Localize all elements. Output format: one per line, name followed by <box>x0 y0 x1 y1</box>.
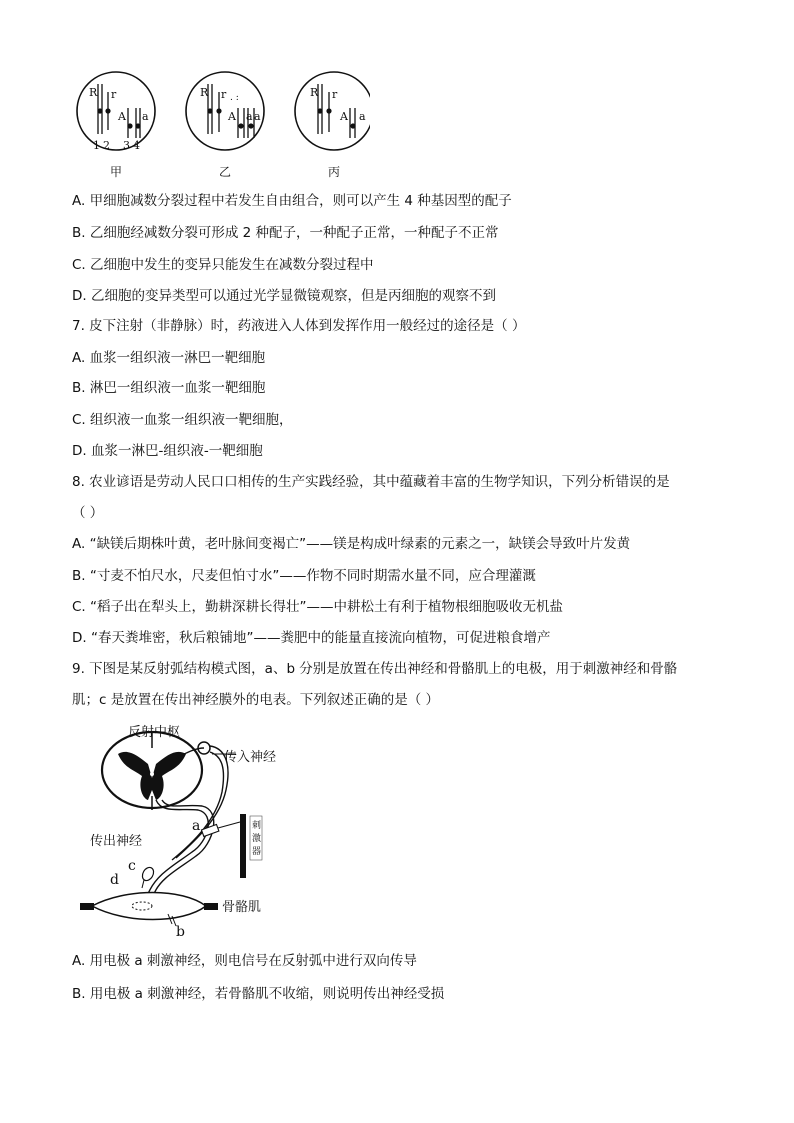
q6-option-a: A. 甲细胞减数分裂过程中若发生自由组合，则可以产生 4 种基因型的配子 <box>72 193 512 209</box>
label-efferent-nerve: 传出神经 <box>90 834 143 849</box>
cell-name-yi: 乙 <box>219 165 232 179</box>
cell-bing <box>295 72 370 179</box>
gene-label-A: A <box>118 110 126 123</box>
label-c: c <box>128 858 136 874</box>
q9-option-a: A. 用电极 a 刺激神经，则电信号在反射弧中进行双向传导 <box>72 953 417 969</box>
cell-yi <box>186 72 264 179</box>
label-stimulator-3: 器 <box>252 847 262 857</box>
spinal-cord <box>102 732 202 810</box>
chromosome-number-3: 3 <box>123 139 130 152</box>
q7-stem: 7. 皮下注射（非静脉）时，药液进入人体到发挥作用一般经过的途径是（ ） <box>72 318 526 334</box>
label-stimulator-1: 刺 <box>252 821 262 831</box>
gene-label-a: a <box>246 110 253 123</box>
skeletal-muscle <box>80 893 218 927</box>
q7-option-b: B. 淋巴一组织液一血浆一靶细胞 <box>72 380 266 396</box>
q7-option-a: A. 血浆一组织液一淋巴一靶细胞 <box>72 350 266 366</box>
q9-option-b: B. 用电极 a 刺激神经，若骨骼肌不收缩，则说明传出神经受损 <box>72 986 445 1002</box>
q6-option-d: D. 乙细胞的变异类型可以通过光学显微镜观察，但是丙细胞的观察不到 <box>72 288 496 304</box>
q6-option-c: C. 乙细胞中发生的变异只能发生在减数分裂过程中 <box>72 257 374 273</box>
cell-name-bing: 丙 <box>328 165 341 179</box>
q8-stem-line1: 8. 农业谚语是劳动人民口口相传的生产实践经验，其中蕴藏着丰富的生物学知识，下列分析错误的是 <box>72 474 670 490</box>
q8-option-b: B. “寸麦不怕尺水，尺麦但怕寸水”——作物不同时期需水量不同，应合理灌溉 <box>72 568 536 584</box>
cell-name-jia: 甲 <box>110 165 123 179</box>
gene-label-a: a <box>359 110 366 123</box>
q8-option-a: A. “缺镁后期株叶黄，老叶脉间变褐亡”——镁是构成叶绿素的元素之一，缺镁会导致叶片发黄 <box>72 536 631 552</box>
label-d: d <box>110 872 119 888</box>
q9-stem-line2: 肌；c 是放置在传出神经膜外的电表。下列叙述正确的是（ ） <box>72 692 440 708</box>
chromosome-number-2: 2 <box>103 139 110 152</box>
q8-option-c: C. “稻子出在犁头上，勤耕深耕长得壮”——中耕松土有利于植物根细胞吸收无机盐 <box>72 599 563 615</box>
reflex-arc-figure <box>76 718 316 940</box>
label-stimulator-2: 激 <box>252 834 262 844</box>
gene-label-r: r <box>221 88 227 101</box>
svg-text:. :: . : <box>230 93 239 103</box>
label-afferent-nerve: 传入神经 <box>224 750 277 765</box>
label-skeletal-muscle: 骨骼肌 <box>222 900 262 915</box>
gene-label-a: a <box>142 110 149 123</box>
label-reflex-center: 反射中枢 <box>128 725 181 740</box>
gene-label-A: A <box>228 110 236 123</box>
chromosome-number-1: 1 <box>93 139 100 152</box>
q8-stem-line2: （ ） <box>72 505 104 521</box>
cells-figure <box>70 70 370 182</box>
label-a: a <box>192 818 201 834</box>
cell-jia <box>77 72 155 179</box>
q6-option-b: B. 乙细胞经减数分裂可形成 2 种配子，一种配子正常，一种配子不正常 <box>72 225 499 241</box>
gene-label-R: R <box>89 86 98 99</box>
efferent-nerve <box>148 800 214 894</box>
q7-option-c: C. 组织液一血浆一组织液一靶细胞， <box>72 412 293 428</box>
gene-label-r: r <box>111 88 117 101</box>
q8-option-d: D. “春天粪堆密，秋后粮铺地”——粪肥中的能量直接流向植物，可促进粮食增产 <box>72 630 551 646</box>
q9-stem-line1: 9. 下图是某反射弧结构模式图，a、b 分别是放置在传出神经和骨骼肌上的电极，用于刺激神经和骨骼 <box>72 661 678 677</box>
gene-label-R: R <box>310 86 319 99</box>
label-b: b <box>176 924 185 940</box>
gene-label-A: A <box>340 110 348 123</box>
gene-label-a-extra: a <box>254 110 261 123</box>
chromosome-number-4: 4 <box>133 139 140 152</box>
gene-label-R: R <box>200 86 209 99</box>
gene-label-r: r <box>332 88 338 101</box>
q7-option-d: D. 血浆一淋巴-组织液-一靶细胞 <box>72 443 263 459</box>
